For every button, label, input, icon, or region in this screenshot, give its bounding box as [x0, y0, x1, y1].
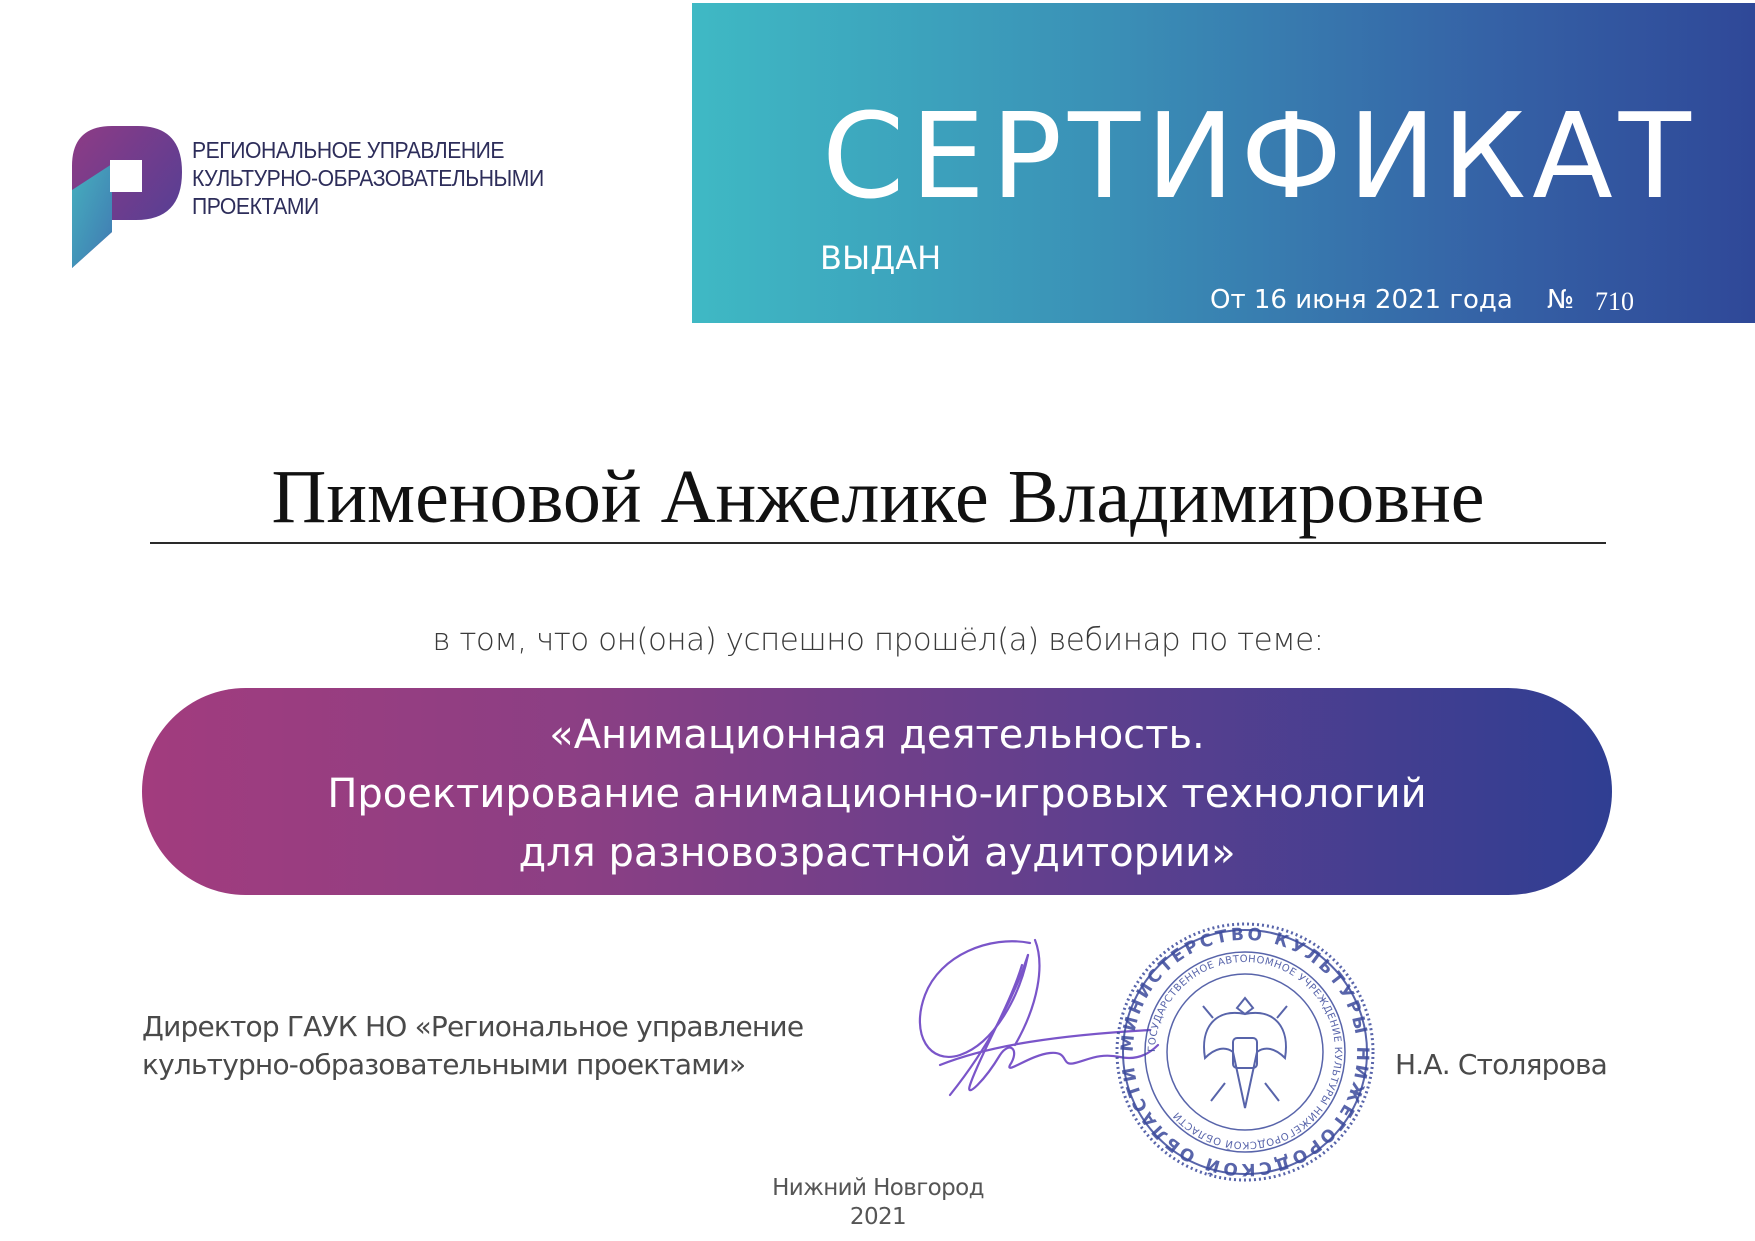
footer-place-year	[700, 1174, 1056, 1232]
logo-text	[192, 136, 544, 220]
recipient-name: Пименовой Анжелике Владимировне	[271, 455, 1485, 539]
logo-text-line: РЕГИОНАЛЬНОЕ УПРАВЛЕНИЕ	[192, 137, 505, 163]
issued-label: ВЫДАН	[820, 239, 942, 277]
footer-year: 2021	[849, 1204, 907, 1230]
certificate-title: СЕРТИФИКАТ	[822, 87, 1697, 225]
footer-city: Нижний Новгород	[772, 1175, 984, 1201]
header-banner	[692, 3, 1755, 323]
signer-name: Н.А. Столярова	[1395, 1048, 1608, 1081]
organization-logo	[72, 126, 572, 276]
number-label: №	[1547, 285, 1575, 315]
webinar-topic-banner	[142, 688, 1612, 895]
svg-text:ГОСУДАРСТВЕННОЕ АВТОНОМНОЕ УЧР	[1147, 954, 1343, 1151]
logo-text-line: КУЛЬТУРНО-ОБРАЗОВАТЕЛЬНЫМИ	[192, 165, 544, 191]
coat-of-arms-icon	[1203, 998, 1287, 1108]
logo-mark-icon	[72, 126, 184, 268]
topic-line: Проектирование анимационно-игровых технологий	[327, 771, 1427, 817]
director-position-line: Директор ГАУК НО «Региональное управление	[142, 1010, 804, 1043]
official-seal	[1105, 918, 1385, 1186]
name-underline	[150, 542, 1606, 544]
topic-line: «Анимационная деятельность.	[549, 712, 1205, 758]
webinar-topic	[142, 706, 1612, 883]
completion-statement: в том, что он(она) успешно прошёл(а) вебинар по теме:	[432, 622, 1324, 658]
seal-outer-text: МИНИСТЕРСТВО КУЛЬТУРЫ НИЖЕГОРОДСКОЙ ОБЛАСТИ	[1117, 924, 1373, 1180]
director-position	[142, 1008, 803, 1084]
certificate-number: 710	[1595, 287, 1634, 316]
issue-date: От 16 июня 2021 года	[1210, 285, 1513, 315]
seal-inner-text: ГОСУДАРСТВЕННОЕ АВТОНОМНОЕ УЧРЕЖДЕНИЕ КУЛЬТУРЫ НИЖЕГОРОДСКОЙ ОБЛАСТИ	[1146, 953, 1344, 1151]
topic-line: для разновозрастной аудитории»	[518, 830, 1236, 876]
director-position-line: культурно-образовательными проектами»	[142, 1048, 746, 1081]
logo-text-line: ПРОЕКТАМИ	[192, 193, 319, 219]
